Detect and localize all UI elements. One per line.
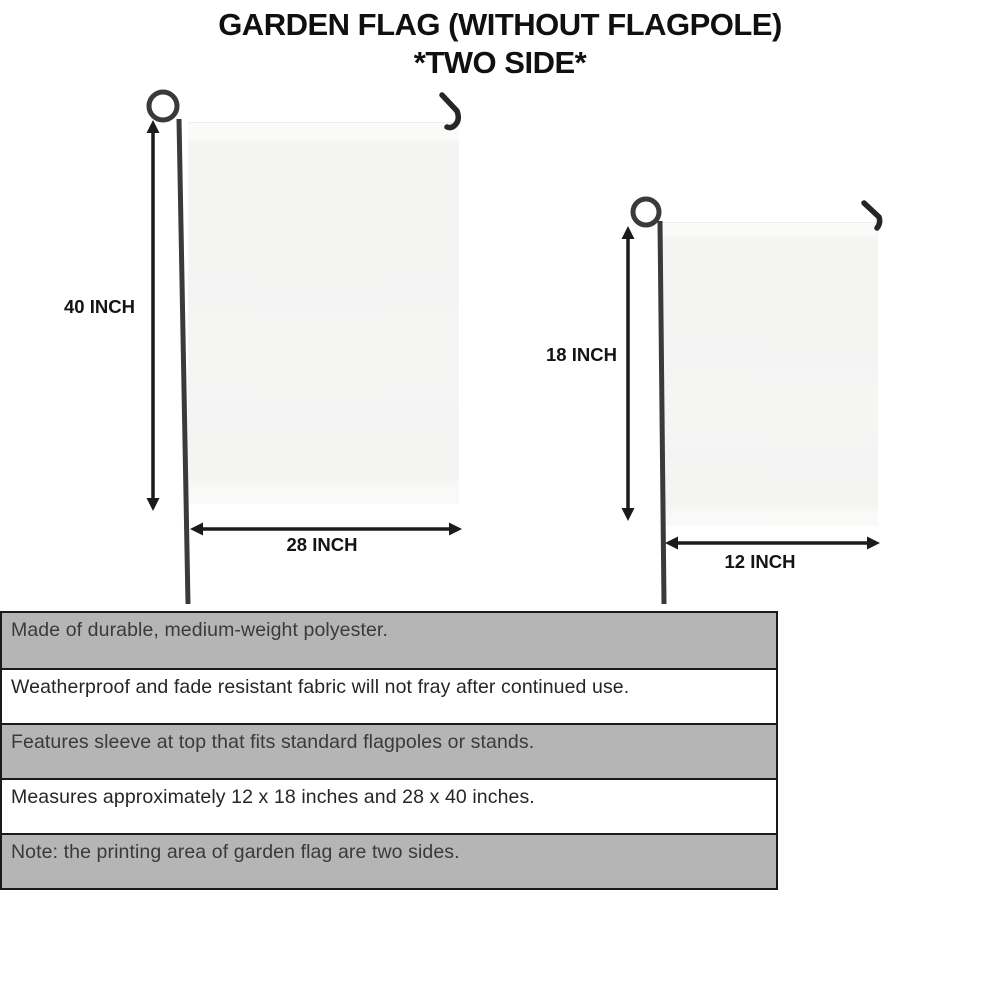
flag-canvas-large [188, 122, 459, 504]
feature-row: Made of durable, medium-weight polyester. [2, 613, 776, 668]
width-arrow-small [665, 537, 880, 550]
feature-row: Note: the printing area of garden flag are two sides. [2, 833, 776, 888]
page-title-line2: *TWO SIDE* [413, 45, 587, 80]
height-label-large: 40 INCH [64, 296, 135, 317]
flagpole-small [633, 199, 664, 604]
pole-loop-icon [149, 92, 177, 120]
width-label-large: 28 INCH [286, 534, 358, 555]
feature-row: Measures approximately 12 x 18 inches and 28 x 40 inches. [2, 778, 776, 833]
page-title [0, 6, 1000, 82]
height-label-small: 18 INCH [546, 344, 617, 365]
features-table [0, 611, 778, 890]
height-arrow-large [147, 120, 160, 511]
flag-canvas-small [662, 222, 878, 526]
width-label-small: 12 INCH [724, 551, 796, 572]
height-arrow-small [622, 226, 635, 521]
page-title-line1: GARDEN FLAG (WITHOUT FLAGPOLE) [218, 7, 782, 42]
feature-row: Weatherproof and fade resistant fabric will not fray after continued use. [2, 668, 776, 723]
flagpole-large [149, 92, 188, 604]
pole-loop-icon [633, 199, 659, 225]
feature-row: Features sleeve at top that fits standard flagpoles or stands. [2, 723, 776, 778]
